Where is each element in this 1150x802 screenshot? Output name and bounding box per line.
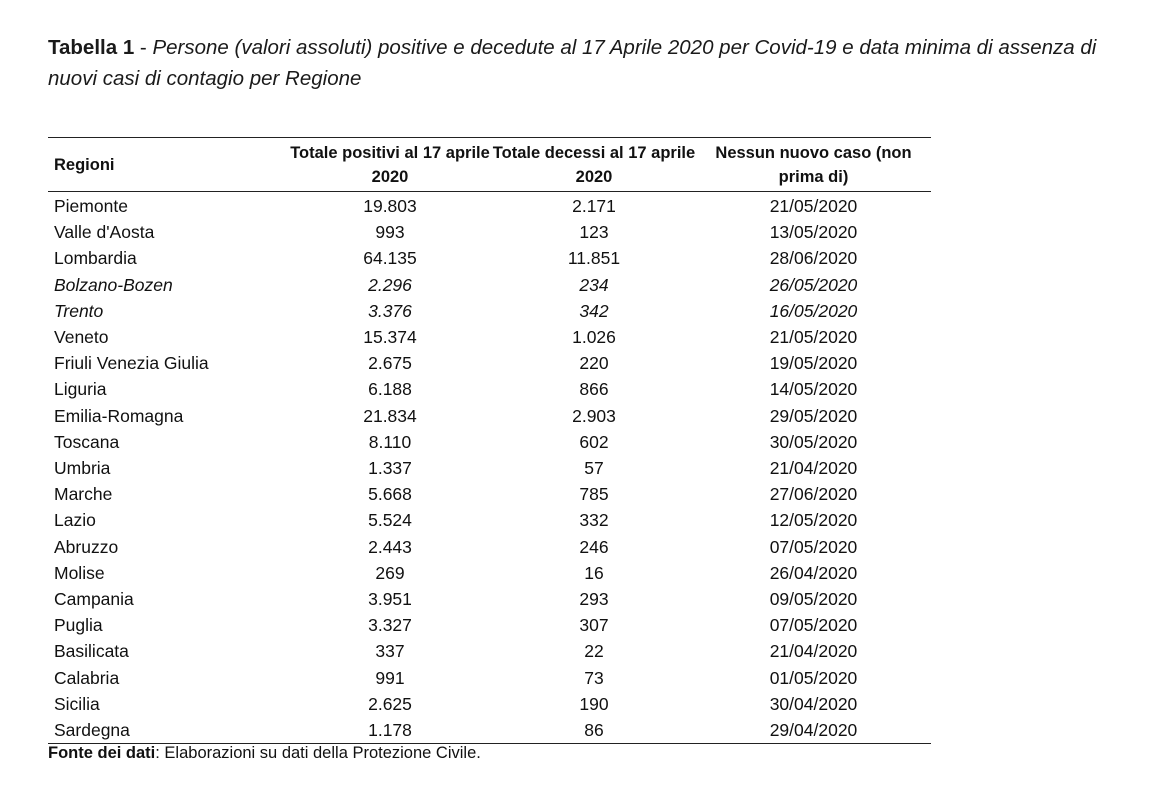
table-body: [48, 192, 931, 744]
cell-decessi: 2.171: [572, 196, 616, 216]
cell-data: 09/05/2020: [769, 589, 858, 610]
caption-text: Persone (valori assoluti) positive e decedute al 17 Aprile 2020 per Covid-19 e data minima di assenza di nuovi casi di contagio per Regione: [48, 36, 1097, 90]
cell-region: Friuli Venezia Giulia: [54, 353, 209, 374]
data-table-container: [48, 137, 931, 744]
cell-region: Abruzzo: [54, 536, 119, 557]
table-row: [48, 586, 931, 612]
cell-decessi: 190: [579, 693, 609, 714]
cell-data: 29/05/2020: [769, 405, 858, 426]
cell-decessi: 293: [579, 589, 609, 610]
cell-decessi: 86: [584, 720, 604, 741]
source-label: Fonte dei dati: [48, 744, 156, 762]
table-row: [48, 717, 931, 744]
cell-data: 21/05/2020: [769, 196, 858, 216]
cell-data: 01/05/2020: [769, 667, 858, 688]
cell-positivi: 269: [375, 562, 405, 583]
cell-region: Lazio: [54, 510, 96, 531]
cell-data: 27/06/2020: [769, 484, 858, 505]
cell-positivi: 19.803: [363, 196, 417, 216]
cell-data: 07/05/2020: [769, 615, 858, 636]
table-row: [48, 455, 931, 481]
cell-data: 26/05/2020: [769, 274, 858, 295]
cell-positivi: 21.834: [363, 405, 417, 426]
table-row: [48, 192, 931, 220]
cell-region: Marche: [54, 484, 113, 505]
header-regioni: Regioni: [54, 156, 115, 174]
table-header: [48, 138, 931, 192]
cell-decessi: 2.903: [572, 405, 616, 426]
cell-region: Toscana: [54, 431, 120, 452]
cell-decessi: 602: [579, 431, 609, 452]
cell-decessi: 234: [579, 274, 609, 295]
cell-positivi: 6.188: [368, 379, 412, 400]
table-row: [48, 429, 931, 455]
cell-data: 13/05/2020: [769, 222, 858, 243]
cell-region: Liguria: [54, 379, 107, 400]
cell-region: Sicilia: [54, 693, 100, 714]
table-row: [48, 691, 931, 717]
cell-positivi: 8.110: [368, 431, 412, 452]
cell-decessi: 57: [584, 458, 604, 479]
cell-region: Calabria: [54, 667, 120, 688]
cell-positivi: 2.675: [368, 353, 412, 374]
cell-data: 26/04/2020: [769, 562, 858, 583]
cell-decessi: 332: [579, 510, 609, 531]
table-row: [48, 298, 931, 324]
table-row: [48, 219, 931, 245]
cell-positivi: 337: [375, 641, 405, 662]
cell-region: Piemonte: [54, 196, 128, 216]
cell-region: Trento: [54, 300, 104, 321]
cell-data: 16/05/2020: [769, 300, 858, 321]
cell-data: 19/05/2020: [769, 353, 858, 374]
cell-decessi: 11.851: [567, 248, 621, 269]
cell-decessi: 1.026: [572, 327, 616, 348]
cell-decessi: 246: [579, 536, 609, 557]
cell-decessi: 307: [579, 615, 609, 636]
table-row: [48, 534, 931, 560]
cell-data: 29/04/2020: [769, 720, 858, 741]
data-table: [48, 137, 931, 744]
cell-data: 14/05/2020: [769, 379, 858, 400]
caption-separator: -: [134, 36, 153, 59]
cell-region: Emilia-Romagna: [54, 405, 184, 426]
caption-label: Tabella 1: [48, 36, 135, 59]
cell-region: Veneto: [54, 327, 109, 348]
table-row: [48, 507, 931, 533]
table-row: [48, 612, 931, 638]
cell-positivi: 1.178: [368, 720, 412, 741]
table-caption: [48, 32, 1108, 94]
table-row: [48, 272, 931, 298]
cell-region: Molise: [54, 562, 105, 583]
cell-region: Campania: [54, 589, 134, 610]
cell-data: 21/05/2020: [769, 327, 858, 348]
cell-data: 21/04/2020: [769, 641, 858, 662]
cell-positivi: 5.668: [368, 484, 412, 505]
table-row: [48, 560, 931, 586]
table-row: [48, 350, 931, 376]
cell-data: 30/05/2020: [769, 431, 858, 452]
table-row: [48, 403, 931, 429]
cell-positivi: 2.296: [368, 274, 412, 295]
cell-data: 07/05/2020: [769, 536, 858, 557]
source-text: : Elaborazioni su dati della Protezione Civile.: [155, 744, 481, 762]
table-row: [48, 324, 931, 350]
cell-region: Puglia: [54, 615, 103, 636]
cell-positivi: 2.443: [368, 536, 412, 557]
cell-decessi: 123: [579, 222, 609, 243]
cell-positivi: 3.376: [368, 300, 412, 321]
cell-positivi: 15.374: [363, 327, 417, 348]
cell-decessi: 22: [584, 641, 604, 662]
cell-region: Lombardia: [54, 248, 137, 269]
cell-region: Sardegna: [54, 720, 130, 741]
cell-region: Basilicata: [54, 641, 129, 662]
cell-region: Valle d'Aosta: [54, 222, 155, 243]
table-row: [48, 245, 931, 271]
header-nessun-nuovo-caso: Nessun nuovo caso (non prima di): [715, 144, 912, 186]
cell-decessi: 16: [584, 562, 604, 583]
cell-region: Bolzano-Bozen: [54, 274, 173, 295]
cell-decessi: 73: [584, 667, 604, 688]
table-row: [48, 665, 931, 691]
cell-data: 30/04/2020: [769, 693, 858, 714]
table-row: [48, 481, 931, 507]
cell-positivi: 3.951: [368, 589, 412, 610]
cell-positivi: 5.524: [368, 510, 412, 531]
table-row: [48, 638, 931, 664]
source-note: [48, 744, 481, 763]
cell-positivi: 2.625: [368, 693, 412, 714]
cell-region: Umbria: [54, 458, 111, 479]
cell-positivi: 3.327: [368, 615, 412, 636]
cell-data: 21/04/2020: [769, 458, 858, 479]
cell-data: 12/05/2020: [769, 510, 858, 531]
cell-decessi: 220: [579, 353, 609, 374]
cell-decessi: 866: [579, 379, 609, 400]
cell-positivi: 1.337: [368, 458, 412, 479]
header-totale-positivi: Totale positivi al 17 aprile 2020: [290, 144, 490, 186]
cell-decessi: 342: [579, 300, 609, 321]
cell-data: 28/06/2020: [769, 248, 858, 269]
header-row: [48, 138, 931, 192]
cell-positivi: 64.135: [363, 248, 417, 269]
cell-decessi: 785: [579, 484, 609, 505]
cell-positivi: 991: [375, 667, 405, 688]
cell-positivi: 993: [375, 222, 405, 243]
header-totale-decessi: Totale decessi al 17 aprile 2020: [492, 144, 696, 186]
table-row: [48, 376, 931, 402]
